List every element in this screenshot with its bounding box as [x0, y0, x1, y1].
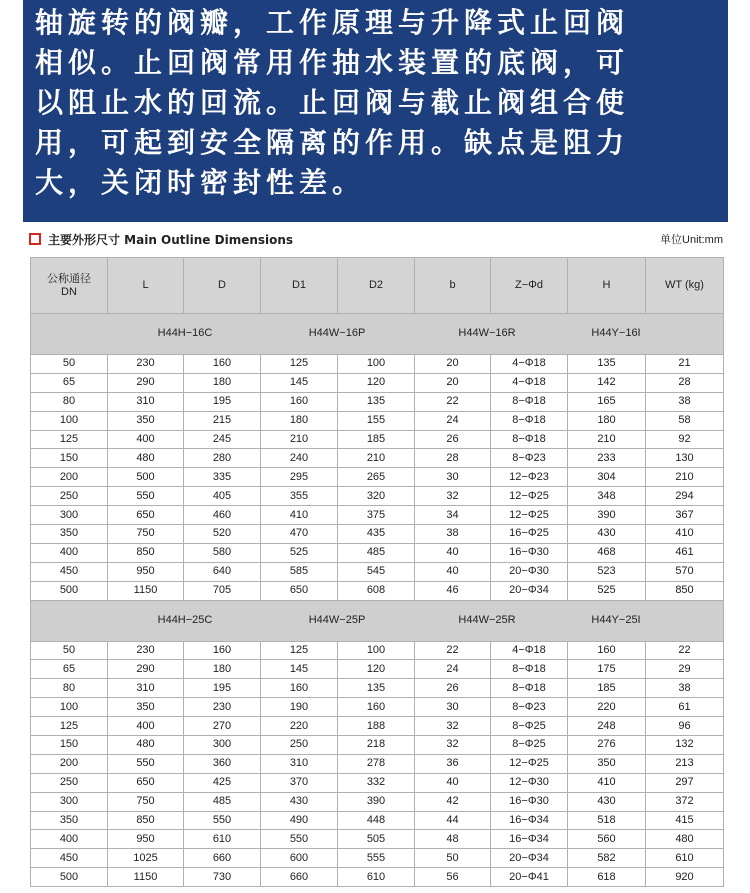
table-row	[31, 468, 724, 487]
header-cell: D	[184, 258, 261, 314]
table-cell: 410	[646, 525, 724, 544]
table-cell: 390	[338, 792, 415, 811]
table-cell: 730	[184, 868, 261, 887]
table-cell: 640	[184, 562, 261, 581]
table-cell: 12−Φ23	[491, 468, 568, 487]
table-cell: 290	[108, 373, 184, 392]
table-cell: 582	[568, 849, 646, 868]
table-cell: 750	[108, 525, 184, 544]
table-row	[31, 679, 724, 698]
table-cell: 135	[338, 392, 415, 411]
table-cell: 160	[261, 679, 338, 698]
table-cell: 468	[568, 543, 646, 562]
section-heading	[29, 229, 723, 249]
unit-label: 单位Unit:mm	[660, 234, 723, 246]
table-cell: 20−Φ34	[491, 581, 568, 600]
table-cell: 8−Φ25	[491, 736, 568, 755]
table-row	[31, 581, 724, 600]
model-group-labels	[31, 314, 723, 354]
table-cell: 230	[108, 641, 184, 660]
table-cell: 80	[31, 392, 108, 411]
table-cell: 400	[108, 717, 184, 736]
table-cell: 245	[184, 430, 261, 449]
table-cell: 560	[568, 830, 646, 849]
model-group-row	[31, 314, 724, 355]
model-label: H44W−25P	[308, 613, 366, 626]
intro-banner	[23, 0, 728, 222]
table-cell: 20−Φ34	[491, 849, 568, 868]
table-cell: 20−Φ41	[491, 868, 568, 887]
table-row	[31, 543, 724, 562]
table-cell: 545	[338, 562, 415, 581]
table-cell: 550	[184, 811, 261, 830]
table-cell: 20	[415, 355, 491, 374]
table-cell: 520	[184, 525, 261, 544]
header-cell-dn	[31, 258, 108, 314]
table-cell: 297	[646, 773, 724, 792]
table-cell: 4−Φ18	[491, 373, 568, 392]
table-cell: 370	[261, 773, 338, 792]
table-cell: 195	[184, 392, 261, 411]
table-cell: 100	[31, 698, 108, 717]
table-cell: 461	[646, 543, 724, 562]
table-cell: 38	[646, 392, 724, 411]
table-cell: 22	[415, 392, 491, 411]
table-cell: 56	[415, 868, 491, 887]
table-cell: 450	[31, 562, 108, 581]
table-cell: 160	[184, 641, 261, 660]
table-row	[31, 449, 724, 468]
table-cell: 16−Φ30	[491, 792, 568, 811]
table-cell: 233	[568, 449, 646, 468]
model-group-row	[31, 600, 724, 641]
table-cell: 180	[184, 660, 261, 679]
table-cell: 310	[108, 392, 184, 411]
table-cell: 65	[31, 373, 108, 392]
table-cell: 350	[31, 525, 108, 544]
table-cell: 8−Φ18	[491, 430, 568, 449]
table-cell: 8−Φ25	[491, 717, 568, 736]
table-cell: 125	[31, 430, 108, 449]
table-cell: 310	[108, 679, 184, 698]
table-cell: 16−Φ34	[491, 811, 568, 830]
table-cell: 550	[261, 830, 338, 849]
table-cell: 410	[261, 506, 338, 525]
table-cell: 24	[415, 411, 491, 430]
table-cell: 220	[568, 698, 646, 717]
table-cell: 100	[338, 641, 415, 660]
table-cell: 248	[568, 717, 646, 736]
model-group-cell	[31, 314, 724, 355]
table-cell: 8−Φ18	[491, 411, 568, 430]
table-row	[31, 830, 724, 849]
table-cell: 278	[338, 754, 415, 773]
table-cell: 850	[108, 543, 184, 562]
table-cell: 430	[568, 792, 646, 811]
table-cell: 32	[415, 487, 491, 506]
header-cell: D2	[338, 258, 415, 314]
header-row	[31, 258, 724, 314]
table-cell: 125	[261, 355, 338, 374]
table-cell: 660	[261, 868, 338, 887]
table-row	[31, 392, 724, 411]
table-cell: 180	[261, 411, 338, 430]
table-cell: 130	[646, 449, 724, 468]
table-row	[31, 717, 724, 736]
table-cell: 485	[338, 543, 415, 562]
model-label: H44W−25R	[458, 613, 516, 626]
table-cell: 28	[415, 449, 491, 468]
table-cell: 160	[261, 392, 338, 411]
table-cell: 650	[108, 506, 184, 525]
table-row	[31, 506, 724, 525]
table-cell: 92	[646, 430, 724, 449]
table-cell: 132	[646, 736, 724, 755]
table-cell: 290	[108, 660, 184, 679]
table-cell: 950	[108, 562, 184, 581]
table-cell: 415	[646, 811, 724, 830]
table-cell: 50	[415, 849, 491, 868]
table-cell: 210	[568, 430, 646, 449]
table-row	[31, 525, 724, 544]
square-bullet-icon	[29, 233, 41, 245]
table-cell: 8−Φ18	[491, 392, 568, 411]
model-label: H44Y−16I	[591, 327, 641, 339]
table-cell: 485	[184, 792, 261, 811]
table-cell: 500	[31, 581, 108, 600]
table-row	[31, 487, 724, 506]
table-row	[31, 562, 724, 581]
section-title-group	[29, 231, 293, 248]
table-cell: 367	[646, 506, 724, 525]
table-cell: 188	[338, 717, 415, 736]
table-cell: 100	[338, 355, 415, 374]
table-cell: 210	[261, 430, 338, 449]
table-cell: 200	[31, 754, 108, 773]
header-cell: WT (kg)	[646, 258, 724, 314]
table-cell: 46	[415, 581, 491, 600]
table-cell: 600	[261, 849, 338, 868]
table-cell: 22	[646, 641, 724, 660]
table-cell: 610	[338, 868, 415, 887]
intro-line: 大，关闭时密封性差。	[35, 166, 366, 199]
table-cell: 550	[108, 754, 184, 773]
table-cell: 240	[261, 449, 338, 468]
header-cell: b	[415, 258, 491, 314]
model-label: H44Y−25I	[591, 613, 641, 626]
table-row	[31, 698, 724, 717]
table-cell: 200	[31, 468, 108, 487]
table-cell: 350	[568, 754, 646, 773]
table-row	[31, 811, 724, 830]
table-cell: 36	[415, 754, 491, 773]
table-cell: 100	[31, 411, 108, 430]
table-cell: 1025	[108, 849, 184, 868]
table-cell: 145	[261, 373, 338, 392]
table-cell: 20−Φ30	[491, 562, 568, 581]
table-cell: 448	[338, 811, 415, 830]
table-cell: 400	[108, 430, 184, 449]
section-title: 主要外形尺寸 Main Outline Dimensions	[48, 232, 294, 247]
table-cell: 180	[184, 373, 261, 392]
table-cell: 8−Φ18	[491, 660, 568, 679]
table-cell: 26	[415, 679, 491, 698]
table-cell: 96	[646, 717, 724, 736]
table-cell: 20	[415, 373, 491, 392]
table-cell: 135	[568, 355, 646, 374]
table-cell: 610	[184, 830, 261, 849]
table-cell: 250	[31, 487, 108, 506]
table-cell: 80	[31, 679, 108, 698]
table-cell: 218	[338, 736, 415, 755]
table-cell: 300	[31, 792, 108, 811]
header-cell: H	[568, 258, 646, 314]
table-cell: 372	[646, 792, 724, 811]
table-cell: 16−Φ30	[491, 543, 568, 562]
table-cell: 1150	[108, 581, 184, 600]
table-cell: 42	[415, 792, 491, 811]
table-cell: 610	[646, 849, 724, 868]
table-cell: 12−Φ30	[491, 773, 568, 792]
table-cell: 185	[568, 679, 646, 698]
table-cell: 435	[338, 525, 415, 544]
table-cell: 210	[338, 449, 415, 468]
table-cell: 618	[568, 868, 646, 887]
table-cell: 1150	[108, 868, 184, 887]
table-cell: 300	[184, 736, 261, 755]
table-cell: 26	[415, 430, 491, 449]
table-cell: 525	[261, 543, 338, 562]
table-cell: 21	[646, 355, 724, 374]
table-row	[31, 849, 724, 868]
table-cell: 48	[415, 830, 491, 849]
intro-line: 以阻止水的回流。止回阀与截止阀组合使	[35, 86, 630, 119]
table-cell: 360	[184, 754, 261, 773]
table-cell: 16−Φ25	[491, 525, 568, 544]
table-cell: 265	[338, 468, 415, 487]
table-cell: 375	[338, 506, 415, 525]
table-cell: 4−Φ18	[491, 355, 568, 374]
table-cell: 185	[338, 430, 415, 449]
table-cell: 310	[261, 754, 338, 773]
table-cell: 480	[646, 830, 724, 849]
table-cell: 294	[646, 487, 724, 506]
table-cell: 50	[31, 641, 108, 660]
table-cell: 350	[108, 698, 184, 717]
table-cell: 29	[646, 660, 724, 679]
table-cell: 660	[184, 849, 261, 868]
table-cell: 135	[338, 679, 415, 698]
table-cell: 608	[338, 581, 415, 600]
table-cell: 525	[568, 581, 646, 600]
table-cell: 220	[261, 717, 338, 736]
table-cell: 160	[338, 698, 415, 717]
table-cell: 430	[261, 792, 338, 811]
table-cell: 950	[108, 830, 184, 849]
table-cell: 580	[184, 543, 261, 562]
table-cell: 650	[261, 581, 338, 600]
table-cell: 480	[108, 449, 184, 468]
table-cell: 38	[646, 679, 724, 698]
table-cell: 40	[415, 773, 491, 792]
table-cell: 300	[31, 506, 108, 525]
table-cell: 58	[646, 411, 724, 430]
table-row	[31, 736, 724, 755]
header-cell: D1	[261, 258, 338, 314]
table-cell: 195	[184, 679, 261, 698]
model-label: H44W−16R	[458, 327, 516, 339]
intro-line: 相似。止回阀常用作抽水装置的底阀，可	[35, 46, 630, 79]
table-cell: 920	[646, 868, 724, 887]
table-cell: 480	[108, 736, 184, 755]
table-cell: 470	[261, 525, 338, 544]
header-cell: Z−Φd	[491, 258, 568, 314]
table-cell: 44	[415, 811, 491, 830]
table-cell: 850	[646, 581, 724, 600]
table-cell: 350	[108, 411, 184, 430]
table-row	[31, 411, 724, 430]
table-cell: 213	[646, 754, 724, 773]
table-cell: 500	[108, 468, 184, 487]
table-cell: 230	[108, 355, 184, 374]
table-cell: 230	[184, 698, 261, 717]
table-cell: 65	[31, 660, 108, 679]
table-cell: 30	[415, 698, 491, 717]
table-cell: 650	[108, 773, 184, 792]
model-label: H44H−25C	[157, 613, 213, 626]
table-cell: 425	[184, 773, 261, 792]
table-cell: 450	[31, 849, 108, 868]
table-cell: 8−Φ23	[491, 698, 568, 717]
table-cell: 180	[568, 411, 646, 430]
table-cell: 390	[568, 506, 646, 525]
table-row	[31, 868, 724, 887]
table-row	[31, 355, 724, 374]
table-cell: 355	[261, 487, 338, 506]
table-cell: 24	[415, 660, 491, 679]
model-label: H44H−16C	[157, 327, 213, 339]
table-cell: 405	[184, 487, 261, 506]
table-cell: 705	[184, 581, 261, 600]
table-cell: 430	[568, 525, 646, 544]
table-cell: 12−Φ25	[491, 754, 568, 773]
table-cell: 350	[31, 811, 108, 830]
table-cell: 61	[646, 698, 724, 717]
table-cell: 335	[184, 468, 261, 487]
table-cell: 160	[184, 355, 261, 374]
table-cell: 125	[31, 717, 108, 736]
table-row	[31, 792, 724, 811]
table-cell: 40	[415, 562, 491, 581]
table-cell: 120	[338, 660, 415, 679]
table-cell: 22	[415, 641, 491, 660]
table-cell: 8−Φ23	[491, 449, 568, 468]
table-cell: 410	[568, 773, 646, 792]
table-cell: 320	[338, 487, 415, 506]
table-cell: 145	[261, 660, 338, 679]
table-cell: 270	[184, 717, 261, 736]
table-cell: 12−Φ25	[491, 506, 568, 525]
table-cell: 570	[646, 562, 724, 581]
table-cell: 460	[184, 506, 261, 525]
table-cell: 4−Φ18	[491, 641, 568, 660]
table-cell: 505	[338, 830, 415, 849]
table-cell: 50	[31, 355, 108, 374]
table-cell: 550	[108, 487, 184, 506]
table-row	[31, 660, 724, 679]
table-cell: 304	[568, 468, 646, 487]
model-group-cell	[31, 600, 724, 641]
table-cell: 30	[415, 468, 491, 487]
table-cell: 12−Φ25	[491, 487, 568, 506]
table-cell: 400	[31, 830, 108, 849]
table-cell: 348	[568, 487, 646, 506]
table-cell: 155	[338, 411, 415, 430]
table-cell: 28	[646, 373, 724, 392]
table-cell: 190	[261, 698, 338, 717]
dimensions-table	[30, 257, 724, 887]
table-cell: 165	[568, 392, 646, 411]
table-cell: 38	[415, 525, 491, 544]
table-cell: 32	[415, 717, 491, 736]
table-cell: 750	[108, 792, 184, 811]
table-cell: 142	[568, 373, 646, 392]
table-cell: 500	[31, 868, 108, 887]
table-cell: 40	[415, 543, 491, 562]
table-cell: 400	[31, 543, 108, 562]
table-cell: 332	[338, 773, 415, 792]
header-cell: L	[108, 258, 184, 314]
table-row	[31, 430, 724, 449]
table-cell: 555	[338, 849, 415, 868]
table-row	[31, 373, 724, 392]
table-cell: 34	[415, 506, 491, 525]
header-dn-text: 公称通径	[47, 272, 91, 285]
table-cell: 150	[31, 449, 108, 468]
table-cell: 250	[31, 773, 108, 792]
model-group-labels	[31, 601, 723, 641]
table-cell: 8−Φ18	[491, 679, 568, 698]
table-cell: 150	[31, 736, 108, 755]
table-row	[31, 641, 724, 660]
table-cell: 16−Φ34	[491, 830, 568, 849]
intro-line: 用，可起到安全隔离的作用。缺点是阻力	[35, 126, 630, 159]
table-row	[31, 754, 724, 773]
table-cell: 32	[415, 736, 491, 755]
table-cell: 120	[338, 373, 415, 392]
table-cell: 523	[568, 562, 646, 581]
table-row	[31, 773, 724, 792]
table-cell: 280	[184, 449, 261, 468]
table-cell: 518	[568, 811, 646, 830]
header-dn-text: DN	[61, 285, 77, 298]
table-cell: 175	[568, 660, 646, 679]
table-cell: 250	[261, 736, 338, 755]
table-cell: 850	[108, 811, 184, 830]
intro-line: 轴旋转的阀瓣，工作原理与升降式止回阀	[35, 6, 630, 39]
table-cell: 276	[568, 736, 646, 755]
table-cell: 215	[184, 411, 261, 430]
table-cell: 210	[646, 468, 724, 487]
table-cell: 490	[261, 811, 338, 830]
table-cell: 585	[261, 562, 338, 581]
model-label: H44W−16P	[308, 327, 366, 339]
table-cell: 295	[261, 468, 338, 487]
table-cell: 160	[568, 641, 646, 660]
table-cell: 125	[261, 641, 338, 660]
